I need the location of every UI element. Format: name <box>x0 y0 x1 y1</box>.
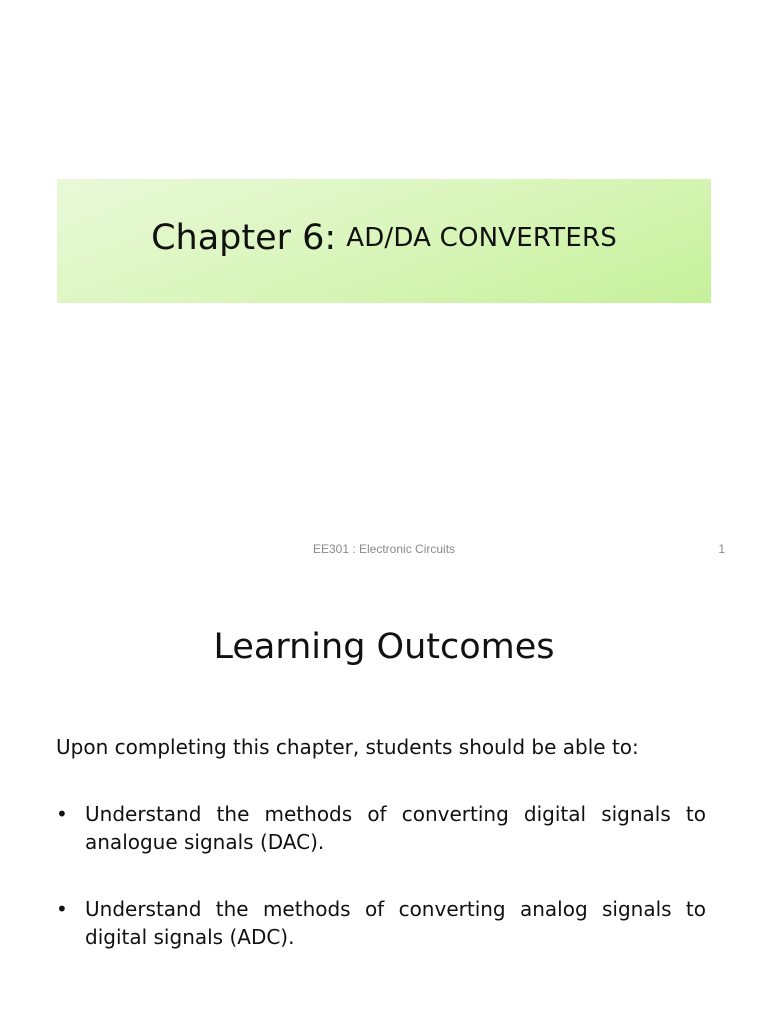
slide-footer: EE301 : Electronic Circuits <box>312 542 456 556</box>
outcome-text: Understand the methods of converting analog signals to digital signals (ADC). <box>85 897 706 949</box>
outcome-text: Understand the methods of converting digital signals to analogue signals (DAC). <box>85 802 706 854</box>
outcome-item <box>56 895 706 951</box>
bullet-icon: • <box>56 802 68 826</box>
chapter-topic: AD/DA CONVERTERS <box>346 223 617 253</box>
slide-title <box>57 179 711 303</box>
bullet-icon: • <box>56 897 68 921</box>
outcome-item <box>56 800 706 856</box>
page-number: 1 <box>718 542 725 556</box>
title-band <box>57 179 711 303</box>
learning-outcomes-heading: Learning Outcomes <box>213 627 555 667</box>
intro-text: Upon completing this chapter, students should be able to: <box>56 735 639 759</box>
chapter-label: Chapter 6: <box>151 218 337 258</box>
slide-2 <box>0 575 768 1024</box>
